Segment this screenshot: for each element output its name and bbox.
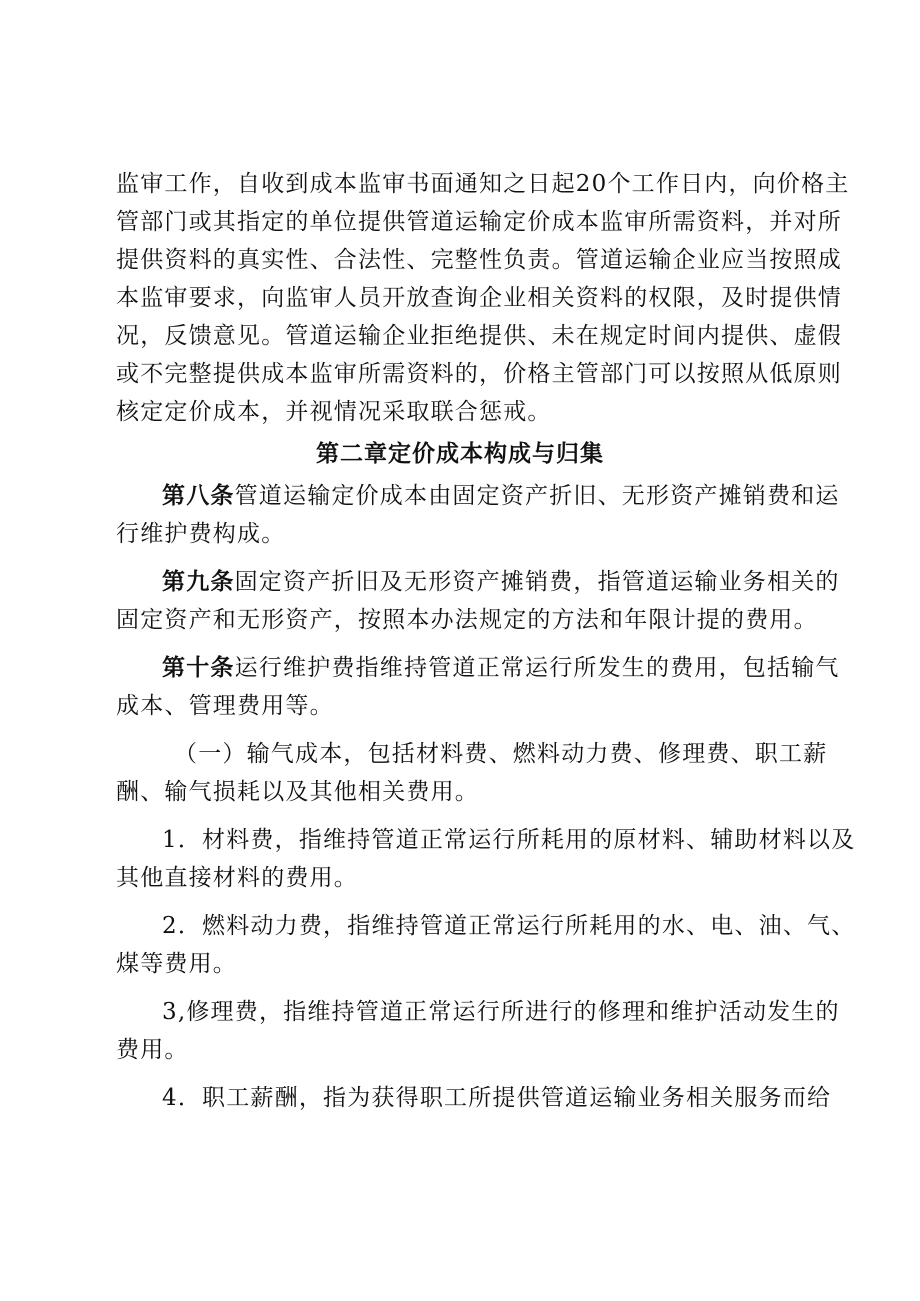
paragraph-line: 况，反馈意见。管道运输企业拒绝提供、未在规定时间内提供、虚假 xyxy=(116,323,842,349)
article-9-label: 第九条 xyxy=(162,569,235,595)
sub-item-3-line-1: 3,修理费，指维持管道正常运行所进行的修理和维护活动发生的 xyxy=(162,999,840,1025)
sub-item-2-line-1: 2．燃料动力费，指维持管道正常运行所耗用的水、电、油、气、 xyxy=(162,913,856,939)
article-8-line-1 xyxy=(162,480,862,512)
sub-item-4-line-1: 4．职工薪酬，指为获得职工所提供管道运输业务相关服务而给 xyxy=(162,1085,832,1111)
sub-item-1-line-2: 其他直接材料的费用。 xyxy=(116,865,358,891)
item-1-line-1: （一）输气成本，包括材料费、燃料动力费、修理费、职工薪 xyxy=(174,741,828,767)
paragraph-line: 监审工作，自收到成本监审书面通知之日起20个工作日内，向价格主 xyxy=(116,171,850,197)
paragraph-line: 本监审要求，向监审人员开放查询企业相关资料的权限，及时提供情 xyxy=(116,285,842,311)
article-9-text: 固定资产折旧及无形资产摊销费，指管道运输业务相关的 xyxy=(234,569,840,595)
article-10-line-2: 成本、管理费用等。 xyxy=(116,693,334,719)
article-8-label: 第八条 xyxy=(162,483,235,509)
article-8-line-2: 行维护费构成。 xyxy=(116,521,286,547)
paragraph-line: 管部门或其指定的单位提供管道运输定价成本监审所需资料，并对所 xyxy=(116,209,842,235)
sub-item-1-line-1: 1．材料费，指维持管道正常运行所耗用的原材料、辅助材料以及 xyxy=(162,827,856,853)
sub-item-3-line-2: 费用。 xyxy=(116,1037,189,1063)
article-9-line-2: 固定资产和无形资产，按照本办法规定的方法和年限计提的费用。 xyxy=(116,607,818,633)
chapter-heading: 第二章定价成本构成与归集 xyxy=(316,441,604,467)
sub-item-2-line-2: 煤等费用。 xyxy=(116,951,237,977)
article-10-label: 第十条 xyxy=(162,655,235,681)
article-9-line-1 xyxy=(162,566,862,598)
article-10-line-1 xyxy=(162,652,862,684)
paragraph-line: 提供资料的真实性、合法性、完整性负责。管道运输企业应当按照成 xyxy=(116,247,842,273)
item-1-line-2: 酬、输气损耗以及其他相关费用。 xyxy=(116,779,479,805)
article-8-text: 管道运输定价成本由固定资产折旧、无形资产摊销费和运 xyxy=(234,483,840,509)
article-10-text: 运行维护费指维持管道正常运行所发生的费用，包括输气 xyxy=(234,655,840,681)
paragraph-line: 核定定价成本，并视情况采取联合惩戒。 xyxy=(116,399,552,425)
paragraph-line: 或不完整提供成本监审所需资料的，价格主管部门可以按照从低原则 xyxy=(116,361,842,387)
